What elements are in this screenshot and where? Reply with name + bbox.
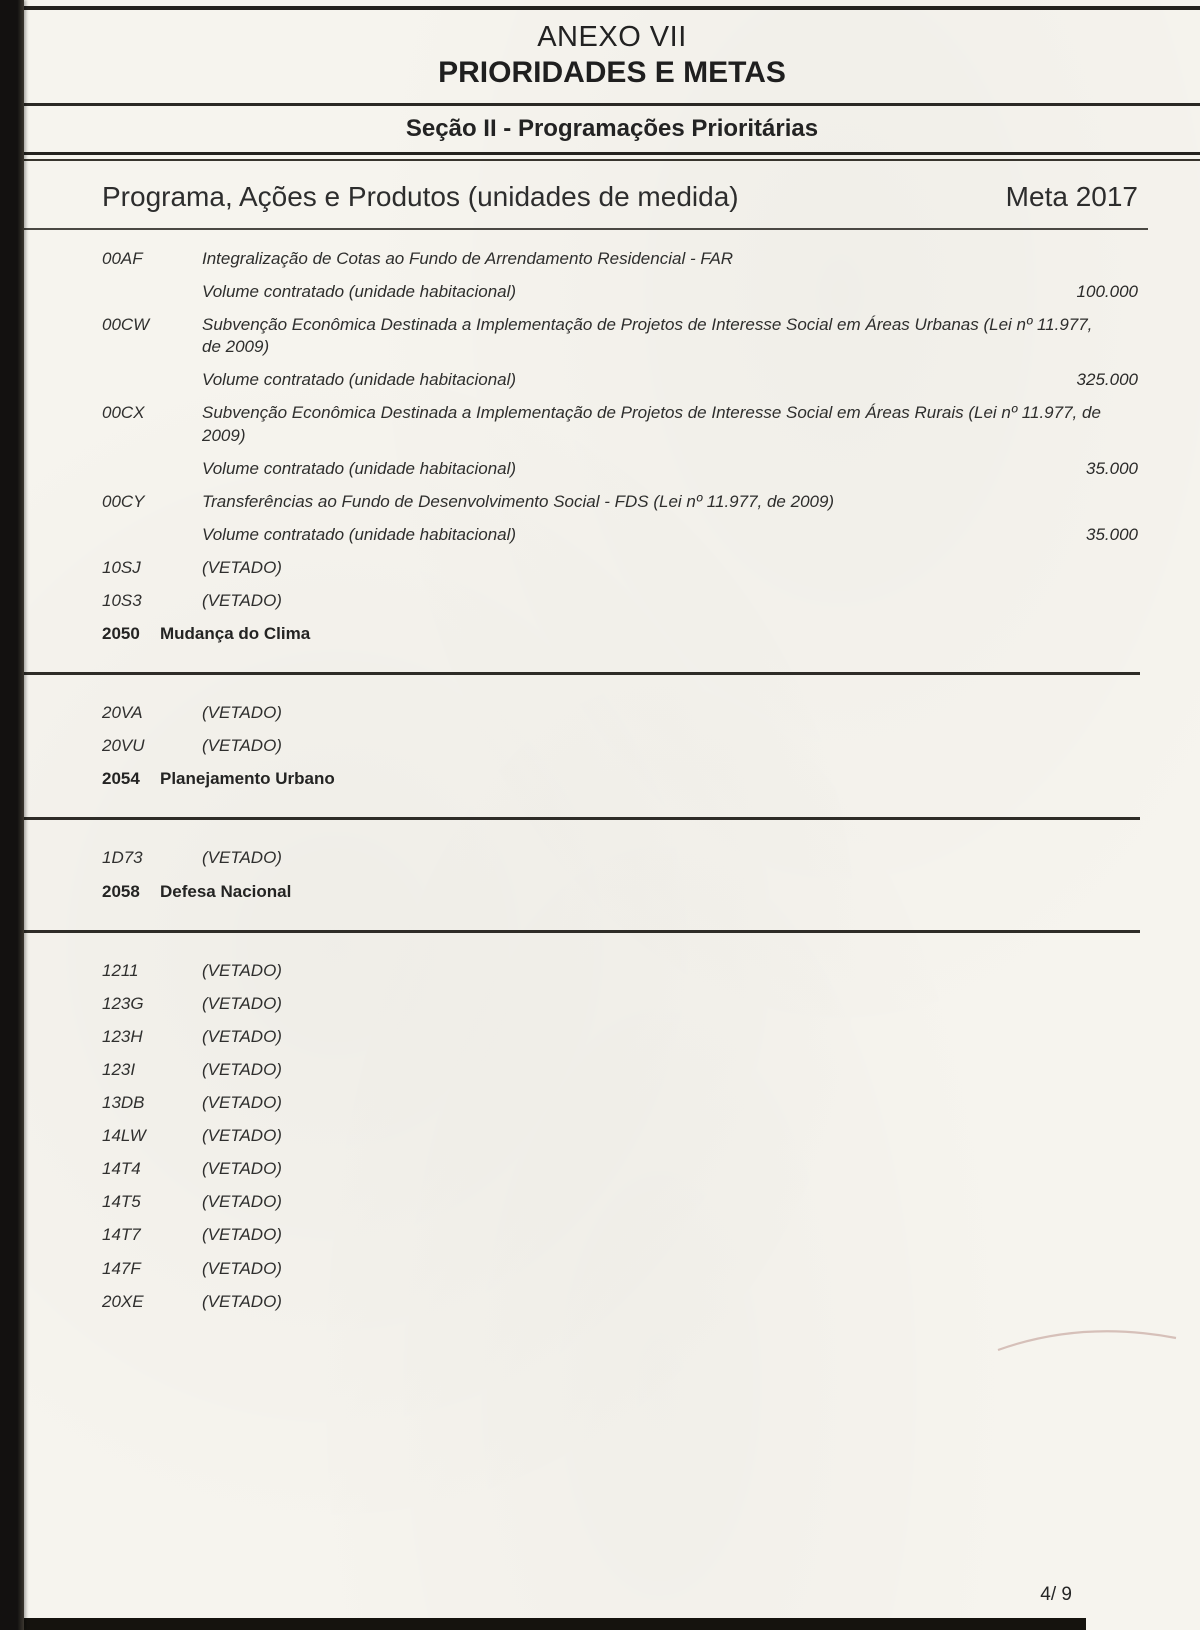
- action-code: 00AF: [102, 248, 143, 268]
- action-row: [102, 1026, 1138, 1048]
- action-description: (VETADO): [202, 1026, 282, 1046]
- action-row: [102, 491, 1138, 513]
- meta-value: 35.000: [1086, 458, 1138, 478]
- action-code: 123G: [102, 993, 144, 1013]
- action-description: Transferências ao Fundo de Desenvolvimento Social - FDS (Lei nº 11.977, de 2009): [202, 491, 835, 511]
- action-code: 1211: [102, 960, 139, 980]
- action-description: (VETADO): [202, 1059, 282, 1079]
- meta-value: 35.000: [1086, 524, 1138, 544]
- program-row: [102, 768, 1138, 790]
- action-description: (VETADO): [202, 1291, 282, 1311]
- action-row: [102, 735, 1138, 757]
- action-description: (VETADO): [202, 960, 282, 980]
- action-description: (VETADO): [202, 1258, 282, 1278]
- product-description: Volume contratado (unidade habitacional): [202, 370, 517, 390]
- action-row: [102, 1224, 1138, 1246]
- action-row: [102, 248, 1138, 270]
- action-code: 00CX: [102, 403, 145, 423]
- section-title: Seção II - Programações Prioritárias: [405, 114, 819, 142]
- action-row: [102, 1291, 1138, 1313]
- top-border-rule: [24, 6, 1200, 10]
- scan-artifact-curve: [992, 1318, 1182, 1360]
- action-code: 147F: [102, 1258, 141, 1278]
- program-name: Planejamento Urbano: [160, 769, 335, 789]
- action-description: (VETADO): [202, 993, 282, 1013]
- action-row: [102, 960, 1138, 982]
- scan-edge-left: [0, 0, 24, 1630]
- action-code: 14T5: [102, 1192, 141, 1212]
- program-code: 2050: [102, 624, 140, 644]
- document-header: [24, 20, 1200, 92]
- product-row: [102, 369, 1138, 391]
- action-description: (VETADO): [202, 736, 282, 756]
- program-row: [102, 881, 1138, 903]
- program-row: [102, 623, 1138, 645]
- action-code: 1D73: [102, 848, 143, 868]
- action-code: 00CY: [102, 491, 145, 511]
- action-description: Subvenção Econômica Destinada a Implementação de Projetos de Interesse Social em Áreas Urbanas (Lei nº 11.977, de 2009): [202, 315, 1093, 357]
- action-row: [102, 314, 1138, 358]
- header-divider-rule: [24, 103, 1200, 106]
- action-row: [102, 1125, 1138, 1147]
- table-column-header: [24, 161, 1200, 228]
- action-code: 123I: [102, 1059, 136, 1079]
- action-description: (VETADO): [202, 557, 282, 577]
- program-divider-rule: [20, 817, 1140, 820]
- action-row: [102, 1092, 1138, 1114]
- page-number: 4/ 9: [1040, 1584, 1072, 1605]
- action-code: 14T7: [102, 1225, 141, 1245]
- column-header-meta: Meta 2017: [1005, 180, 1138, 212]
- action-description: (VETADO): [202, 1126, 282, 1146]
- product-description: Volume contratado (unidade habitacional): [202, 524, 517, 544]
- section-divider-double-rule: [24, 152, 1200, 161]
- action-code: 00CW: [102, 315, 150, 335]
- action-row: [102, 1059, 1138, 1081]
- product-row: [102, 458, 1138, 480]
- action-code: 20XE: [102, 1291, 144, 1311]
- action-row: [102, 1158, 1138, 1180]
- action-row: [102, 1191, 1138, 1213]
- program-name: Defesa Nacional: [160, 881, 292, 901]
- program-code: 2054: [102, 769, 140, 789]
- action-description: Subvenção Econômica Destinada a Implementação de Projetos de Interesse Social em Áreas Rurais (Lei nº 11.977, de 2009): [202, 403, 1101, 445]
- action-description: Integralização de Cotas ao Fundo de Arrendamento Residencial - FAR: [202, 248, 734, 268]
- action-description: (VETADO): [202, 1159, 282, 1179]
- annex-title: ANEXO VII: [537, 21, 687, 53]
- action-row: [102, 847, 1138, 869]
- action-code: 10S3: [102, 591, 142, 610]
- action-description: (VETADO): [202, 1225, 282, 1245]
- meta-value: 100.000: [1076, 282, 1138, 302]
- action-code: 123H: [102, 1026, 143, 1046]
- action-row: [102, 702, 1138, 724]
- action-code: 13DB: [102, 1093, 145, 1113]
- double-rule-top: [24, 152, 1200, 155]
- action-code: 20VU: [102, 736, 145, 756]
- program-name: Mudança do Clima: [160, 624, 311, 644]
- product-row: [102, 281, 1138, 303]
- program-divider-rule: [20, 930, 1140, 933]
- action-description: (VETADO): [202, 703, 282, 723]
- action-row: [102, 402, 1138, 446]
- product-description: Volume contratado (unidade habitacional): [202, 282, 517, 302]
- action-code: 20VA: [102, 703, 143, 723]
- scan-edge-bottom: [0, 1618, 1086, 1630]
- program-divider-rule: [20, 672, 1140, 675]
- action-row: [102, 993, 1138, 1015]
- action-code: 14T4: [102, 1159, 141, 1179]
- action-row: [102, 590, 1138, 612]
- action-description: (VETADO): [202, 1093, 282, 1113]
- action-row: [102, 1258, 1138, 1280]
- action-description: (VETADO): [202, 848, 282, 868]
- product-row: [102, 524, 1138, 546]
- action-description: (VETADO): [202, 591, 282, 610]
- action-code: 10SJ: [102, 557, 141, 577]
- action-description: (VETADO): [202, 1192, 282, 1212]
- column-header-programs: Programa, Ações e Produtos (unidades de medida): [102, 180, 739, 212]
- action-row: [102, 557, 1138, 579]
- document-title: PRIORIDADES E METAS: [438, 56, 786, 90]
- product-description: Volume contratado (unidade habitacional): [202, 458, 517, 478]
- program-code: 2058: [102, 881, 140, 901]
- table-body: [24, 230, 1200, 1313]
- action-code: 14LW: [102, 1126, 146, 1146]
- page-content: [24, 0, 1200, 1324]
- meta-value: 325.000: [1076, 370, 1138, 390]
